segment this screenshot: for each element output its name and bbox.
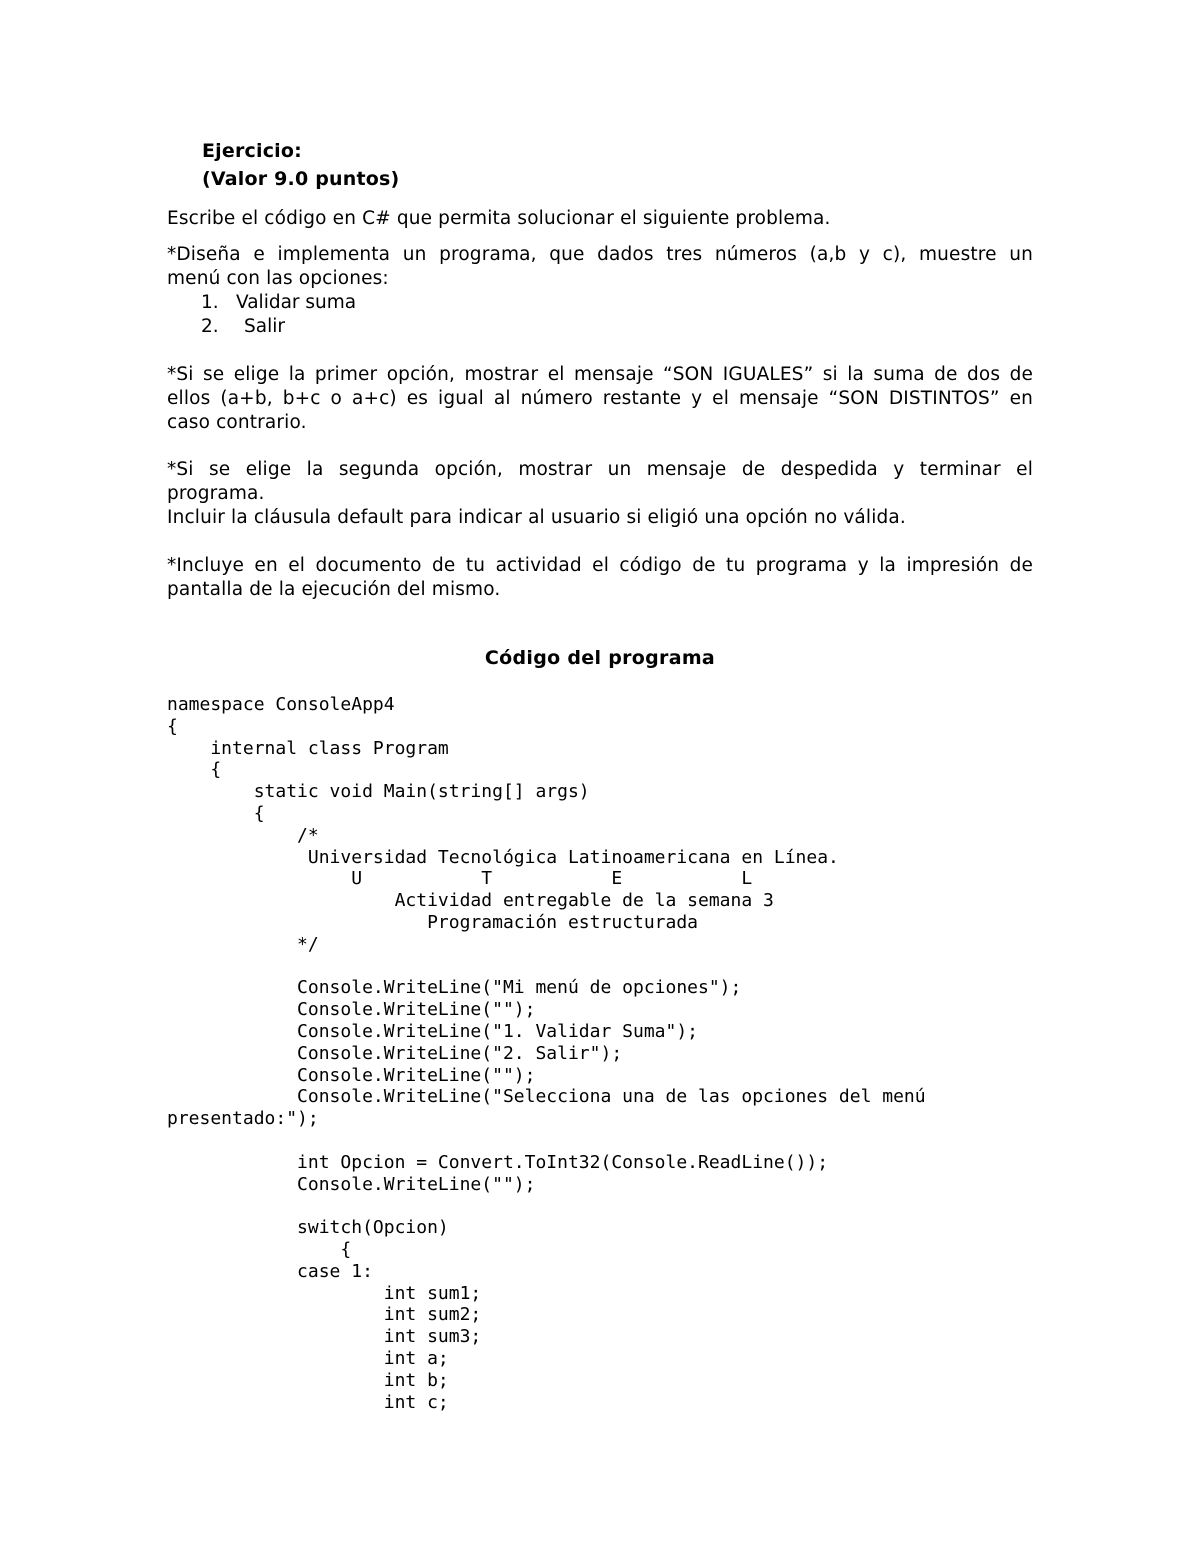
design-paragraph — [167, 243, 1033, 291]
code-line: namespace ConsoleApp4 — [167, 694, 395, 715]
code-block — [167, 694, 926, 1413]
code-line: Console.WriteLine("2. Salir"); — [167, 1042, 623, 1064]
code-line: int sum3; — [167, 1326, 482, 1348]
code-line: Console.WriteLine(""); — [167, 1173, 536, 1195]
option2-paragraph — [167, 458, 1033, 530]
include-paragraph — [167, 554, 1033, 602]
code-line — [167, 1195, 926, 1217]
code-line — [167, 1130, 926, 1152]
menu-option-label: Salir — [244, 316, 285, 337]
code-line: Console.WriteLine("Selecciona una de las opciones del menú — [167, 1086, 926, 1108]
code-line: U T E L — [167, 868, 753, 890]
exercise-title: Ejercicio: — [202, 140, 302, 162]
code-line: { — [167, 802, 265, 824]
option1-line-1: *Si se elige la primer opción, mostrar el mensaje “SON IGUALES” si la suma de dos de — [167, 364, 1033, 385]
code-line: int c; — [167, 1391, 449, 1413]
code-line: case 1: — [167, 1260, 373, 1282]
menu-option-number: 1. — [201, 292, 219, 313]
option2-line-3: Incluir la cláusula default para indicar al usuario si eligió una opción no válida. — [167, 507, 906, 528]
code-line: switch(Opcion) — [167, 1217, 449, 1239]
option1-paragraph — [167, 363, 1033, 435]
option1-line-3: caso contrario. — [167, 412, 307, 433]
code-line: */ — [167, 933, 319, 955]
code-line: Programación estructurada — [167, 911, 699, 933]
menu-option-number: 2. — [201, 316, 219, 337]
code-line: Console.WriteLine("Mi menú de opciones"); — [167, 977, 742, 999]
code-line: Actividad entregable de la semana 3 — [167, 890, 774, 912]
code-line: internal class Program — [167, 737, 449, 759]
include-line-1: *Incluye en el documento de tu actividad el código de tu programa y la impresión de — [167, 555, 1033, 576]
code-line — [167, 956, 926, 978]
design-line-1: *Diseña e implementa un programa, que dados tres números (a,b y c), muestre un — [167, 244, 1033, 265]
option2-line-2: programa. — [167, 483, 265, 504]
code-line: int Opcion = Convert.ToInt32(Console.ReadLine()); — [167, 1151, 829, 1173]
intro-line: Escribe el código en C# que permita solucionar el siguiente problema. — [167, 208, 831, 229]
code-line: Console.WriteLine("1. Validar Suma"); — [167, 1020, 699, 1042]
option1-line-2: ellos (a+b, b+c o a+c) es igual al número restante y el mensaje “SON DISTINTOS” en — [167, 388, 1033, 409]
code-line: int a; — [167, 1347, 449, 1369]
code-line: { — [167, 759, 222, 781]
include-line-2: pantalla de la ejecución del mismo. — [167, 579, 501, 600]
code-line: { — [167, 1238, 352, 1260]
menu-option-label: Validar suma — [236, 292, 357, 313]
code-section-title: Código del programa — [484, 647, 716, 669]
code-line: int sum2; — [167, 1304, 482, 1326]
code-line: /* — [167, 824, 319, 846]
design-line-2: menú con las opciones: — [167, 268, 389, 289]
code-line: { — [167, 715, 178, 737]
code-line: Console.WriteLine(""); — [167, 1064, 536, 1086]
exercise-value: (Valor 9.0 puntos) — [202, 168, 400, 190]
code-line: int b; — [167, 1369, 449, 1391]
code-line: static void Main(string[] args) — [167, 781, 590, 803]
code-line: Console.WriteLine(""); — [167, 999, 536, 1021]
option2-line-1: *Si se elige la segunda opción, mostrar un mensaje de despedida y terminar el — [167, 459, 1033, 480]
intro-paragraph — [167, 207, 1033, 231]
code-line: int sum1; — [167, 1282, 482, 1304]
code-line: Universidad Tecnológica Latinoamericana en Línea. — [167, 846, 839, 868]
code-line: presentado:"); — [167, 1108, 319, 1130]
